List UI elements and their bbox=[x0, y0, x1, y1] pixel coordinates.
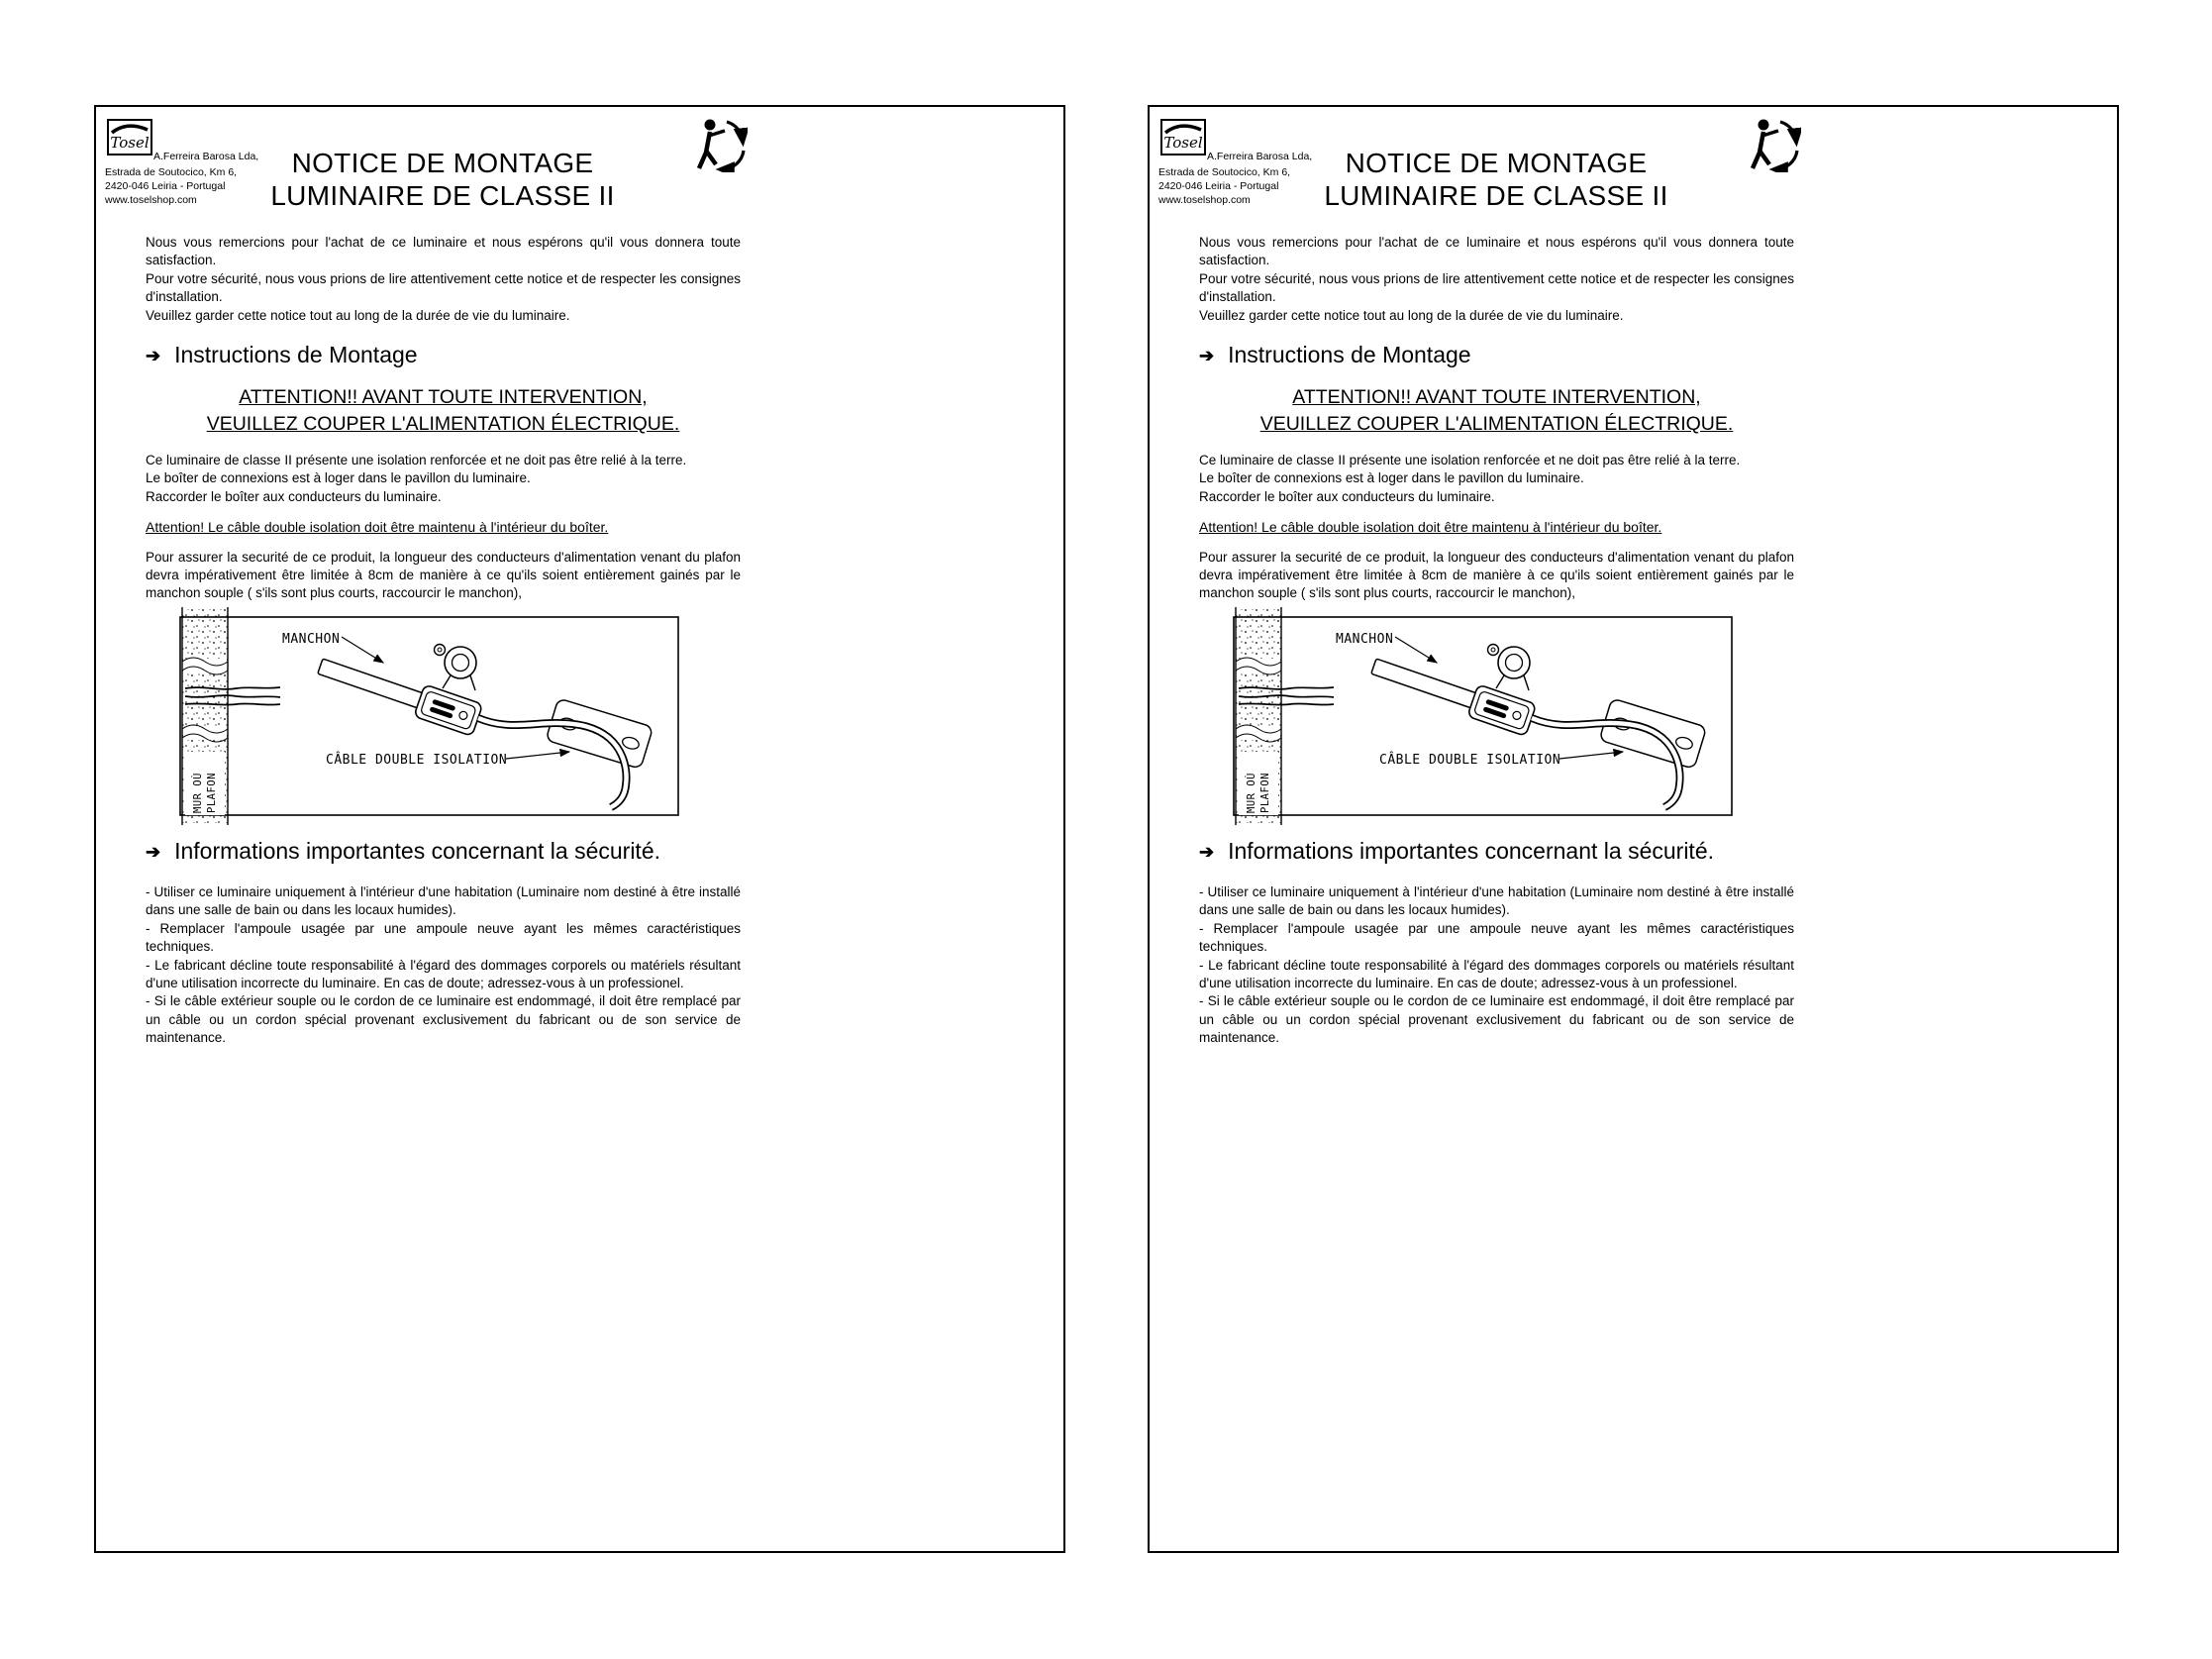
body-line-1: Ce luminaire de classe II présente une isolation renforcée et ne doit pas être relié à la terre. bbox=[1199, 453, 1741, 468]
document-title bbox=[235, 147, 651, 212]
company-address-line1: Estrada de Soutocico, Km 6, bbox=[105, 166, 238, 178]
mounting-diagram bbox=[1233, 607, 1733, 825]
company-address-block bbox=[105, 165, 237, 207]
company-website: www.toselshop.com bbox=[1158, 194, 1251, 206]
safety-bullet: - Le fabricant décline toute responsabilité à l'égard des dommages corporels ou matériels résultant d'une utilisation incorrecte du luminaire. En cas de doute; adressez-vous à un professionel. bbox=[1199, 957, 1794, 990]
safety-bullet: - Si le câble extérieur souple ou le cordon de ce luminaire est endommagé, il doit être remplacé par un câble ou un cordon spécial provenant exclusivement du fabricant ou de son service de maintenance. bbox=[1199, 993, 1794, 1046]
arrow-icon: ➔ bbox=[146, 841, 161, 862]
document-title-line2: LUMINAIRE DE CLASSE II bbox=[1324, 180, 1668, 211]
tosel-logo-text: Tosel bbox=[110, 134, 150, 152]
safety-bullet: - Utiliser ce luminaire uniquement à l'intérieur d'une habitation (Luminaire nom destiné à être installé dans une salle de bain ou dans les locaux humides). bbox=[146, 883, 741, 918]
label-manchon: MANCHON bbox=[1336, 631, 1394, 647]
safety-bullet-list bbox=[146, 883, 741, 1048]
warning-line1: ATTENTION!! AVANT TOUTE INTERVENTION, bbox=[1292, 386, 1701, 409]
intro-paragraph-2: Pour votre sécurité, nous vous prions de lire attentivement cette notice et de respecter les consignes d'installation. bbox=[1199, 270, 1794, 305]
label-mur-ou: MUR OÙ bbox=[1246, 772, 1257, 813]
label-cable-double-isolation: CÂBLE DOUBLE ISOLATION bbox=[1379, 752, 1561, 768]
intro-paragraph-1: Nous vous remercions pour l'achat de ce luminaire et nous espérons qu'il vous donnera toute satisfaction. bbox=[146, 235, 741, 268]
document-title-line2: LUMINAIRE DE CLASSE II bbox=[270, 180, 615, 211]
section1-heading-text: Instructions de Montage bbox=[174, 342, 418, 368]
safety-bullet: - Remplacer l'ampoule usagée par une ampoule neuve ayant les mêmes caractéristiques techniques. bbox=[1199, 920, 1794, 955]
body-line-1: Ce luminaire de classe II présente une isolation renforcée et ne doit pas être relié à la terre. bbox=[146, 453, 687, 468]
company-name: A.Ferreira Barosa Lda, bbox=[153, 151, 259, 162]
intro-paragraph-3: Veuillez garder cette notice tout au long de la durée de vie du luminaire. bbox=[146, 307, 570, 323]
safety-bullet: - Remplacer l'ampoule usagée par une ampoule neuve ayant les mêmes caractéristiques techniques. bbox=[146, 920, 741, 955]
body-line-2: Le boîter de connexions est à loger dans le pavillon du luminaire. bbox=[1199, 470, 1584, 486]
intro-paragraph-3: Veuillez garder cette notice tout au long de la durée de vie du luminaire. bbox=[1199, 307, 1624, 323]
section-heading-securite bbox=[1199, 837, 1794, 865]
section2-heading-text: Informations importantes concernant la sécurité. bbox=[1228, 837, 1714, 864]
section-heading-montage bbox=[1199, 341, 1794, 368]
warning-notice bbox=[1199, 384, 1794, 438]
arrow-icon: ➔ bbox=[146, 346, 161, 366]
intro-paragraph-2: Pour votre sécurité, nous vous prions de lire attentivement cette notice et de respecter les consignes d'installation. bbox=[146, 270, 741, 305]
label-mur-ou: MUR OÙ bbox=[192, 772, 204, 813]
section-heading-montage bbox=[146, 341, 741, 368]
company-address-line2: 2420-046 Leiria - Portugal bbox=[1158, 180, 1279, 192]
mounting-diagram bbox=[179, 607, 679, 825]
tosel-logo bbox=[107, 119, 152, 156]
safety-bullet-list bbox=[1199, 883, 1794, 1048]
class2-paragraph bbox=[146, 452, 741, 506]
section2-heading-text: Informations importantes concernant la sécurité. bbox=[174, 837, 660, 864]
section-heading-securite bbox=[146, 837, 741, 865]
triman-recycling-icon bbox=[690, 117, 748, 172]
body-line-3: Raccorder le boîter aux conducteurs du luminaire. bbox=[146, 488, 442, 504]
label-plafon: PLAFON bbox=[1259, 772, 1271, 813]
body-line-3: Raccorder le boîter aux conducteurs du luminaire. bbox=[1199, 488, 1495, 504]
class2-paragraph bbox=[1199, 452, 1794, 506]
safety-bullet: - Si le câble extérieur souple ou le cordon de ce luminaire est endommagé, il doit être remplacé par un câble ou un cordon spécial provenant exclusivement du fabricant ou de son service de maintenance. bbox=[146, 993, 741, 1046]
warning-line2: VEUILLEZ COUPER L'ALIMENTATION ÉLECTRIQUE. bbox=[206, 413, 680, 436]
document-title bbox=[1288, 147, 1704, 212]
safety-bullet: - Le fabricant décline toute responsabilité à l'égard des dommages corporels ou matériels résultant d'une utilisation incorrecte du luminaire. En cas de doute; adressez-vous à un professionel. bbox=[146, 957, 741, 990]
intro-paragraph-1: Nous vous remercions pour l'achat de ce luminaire et nous espérons qu'il vous donnera toute satisfaction. bbox=[1199, 235, 1794, 268]
notice-page-right bbox=[1148, 105, 2119, 1553]
warning-line2: VEUILLEZ COUPER L'ALIMENTATION ÉLECTRIQUE. bbox=[1259, 413, 1734, 436]
page-content bbox=[1199, 234, 1794, 1048]
company-website: www.toselshop.com bbox=[105, 194, 197, 206]
safety-bullet: - Utiliser ce luminaire uniquement à l'intérieur d'une habitation (Luminaire nom destiné à être installé dans une salle de bain ou dans les locaux humides). bbox=[1199, 883, 1794, 918]
label-manchon: MANCHON bbox=[282, 631, 341, 647]
section1-heading-text: Instructions de Montage bbox=[1228, 342, 1471, 368]
document-title-line1: NOTICE DE MONTAGE bbox=[291, 148, 594, 178]
conductor-length-paragraph: Pour assurer la securité de ce produit, la longueur des conducteurs d'alimentation venant du plafon devra impérativement être limitée à 8cm de manière à ce qu'ils soient entièrement gainés par le manchon souple ( s'ils sont plus courts, raccourcir le manchon), bbox=[146, 549, 741, 601]
company-address-line2: 2420-046 Leiria - Portugal bbox=[105, 180, 226, 192]
page-content bbox=[146, 234, 741, 1048]
company-name: A.Ferreira Barosa Lda, bbox=[1207, 151, 1313, 162]
wall-strip bbox=[1236, 607, 1281, 825]
body-line-2: Le boîter de connexions est à loger dans le pavillon du luminaire. bbox=[146, 470, 531, 486]
company-address-block bbox=[1158, 165, 1290, 207]
attention-note: Attention! Le câble double isolation doit être maintenu à l'intérieur du boîter. bbox=[1199, 519, 1662, 536]
attention-note: Attention! Le câble double isolation doit être maintenu à l'intérieur du boîter. bbox=[146, 519, 609, 536]
company-address-line1: Estrada de Soutocico, Km 6, bbox=[1158, 166, 1291, 178]
wall-strip bbox=[182, 607, 228, 825]
conductor-length-paragraph: Pour assurer la securité de ce produit, la longueur des conducteurs d'alimentation venant du plafon devra impérativement être limitée à 8cm de manière à ce qu'ils soient entièrement gainés par le manchon souple ( s'ils sont plus courts, raccourcir le manchon), bbox=[1199, 549, 1794, 601]
warning-line1: ATTENTION!! AVANT TOUTE INTERVENTION, bbox=[239, 386, 648, 409]
label-cable-double-isolation: CÂBLE DOUBLE ISOLATION bbox=[326, 752, 508, 768]
warning-notice bbox=[146, 384, 741, 438]
label-plafon: PLAFON bbox=[206, 772, 218, 813]
triman-recycling-icon bbox=[1744, 117, 1801, 172]
arrow-icon: ➔ bbox=[1199, 841, 1215, 862]
document-title-line1: NOTICE DE MONTAGE bbox=[1345, 148, 1648, 178]
notice-page-left bbox=[94, 105, 1065, 1553]
arrow-icon: ➔ bbox=[1199, 346, 1215, 366]
tosel-logo bbox=[1160, 119, 1206, 156]
tosel-logo-text: Tosel bbox=[1163, 134, 1203, 152]
